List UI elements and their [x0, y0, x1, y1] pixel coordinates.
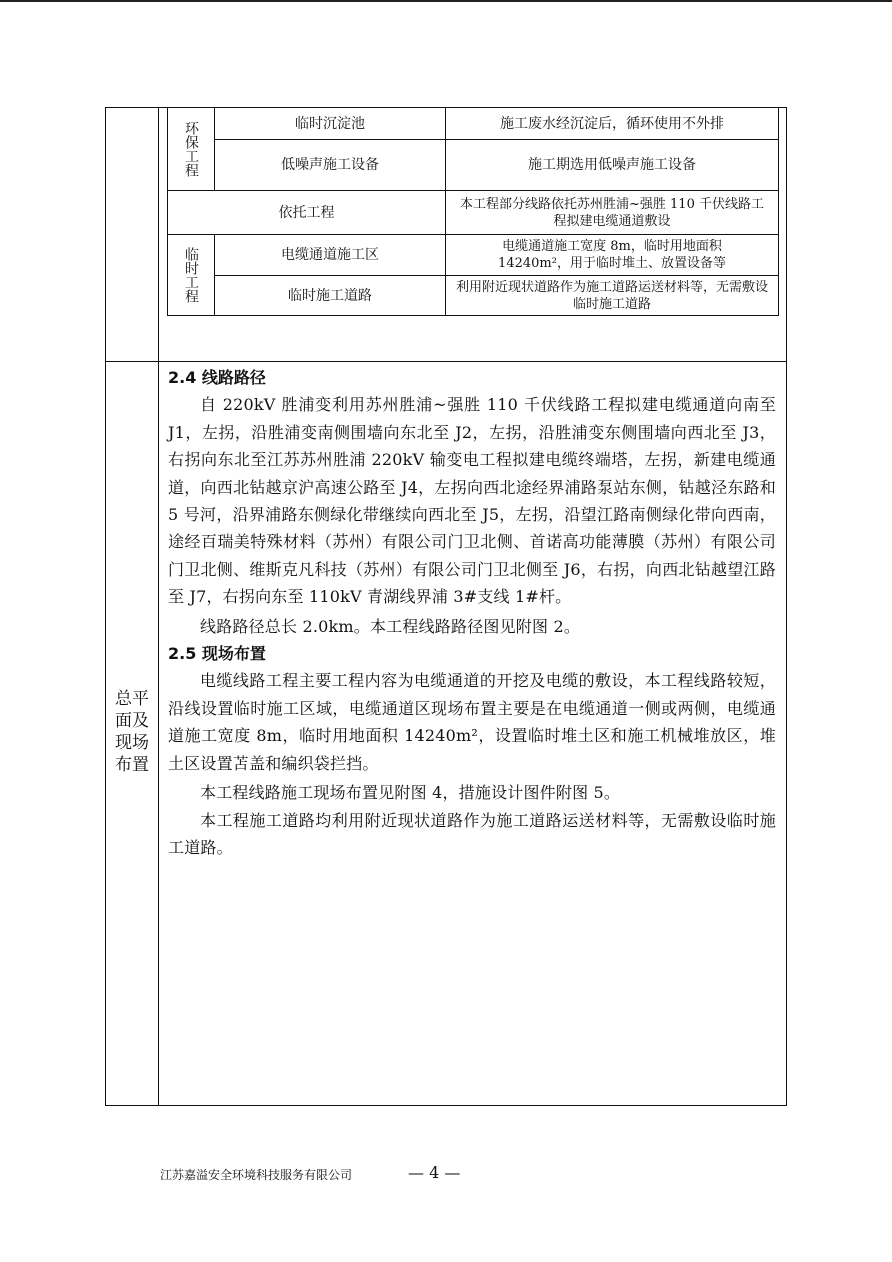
table-row-name: 临时沉淀池 [214, 107, 446, 140]
env-group-cell [167, 107, 215, 191]
env-group-label: 环保工程 [183, 121, 199, 177]
paragraph: 自 220kV 胜浦变利用苏州胜浦~强胜 110 千伏线路工程拟建电缆通道向南至 J1，左拐，沿胜浦变南侧围墙向东北至 J2，左拐，沿胜浦变东侧围墙向西北至 J3，右拐向东北至江苏苏州胜浦 220kV 输变电工程拟建电缆终端塔，左拐，新建电缆通道，向西北钻越京沪高速公路至 J4，左拐向西北途经界浦路泵站东侧，钻越泾东路和 5 号河，沿界浦路东侧绿化带继续向西北至 J5，左拐，沿望江路南侧绿化带向西南，途经百瑞美特殊材料（苏州）有限公司门卫北侧、首诺高功能薄膜（苏州）有限公司门卫北侧、维斯克凡科技（苏州）有限公司门卫北侧至 J6，右拐，向西北钻越望江路至 J7，右拐向东至 110kV 青湖线界浦 3#支线 1#杆。 [168, 395, 776, 607]
table-row-name: 低噪声施工设备 [214, 139, 446, 191]
temp-group-cell [167, 234, 215, 316]
left-column-divider [158, 108, 159, 1105]
section-divider [106, 361, 786, 362]
paragraph: 本工程线路施工现场布置见附图 4，措施设计图件附图 5。 [200, 783, 621, 803]
paragraph: 线路路径总长 2.0km。本工程线路路径图见附图 2。 [200, 616, 581, 636]
top-border-line [0, 0, 892, 2]
paragraph: 电缆线路工程主要工程内容为电缆通道的开挖及电缆的敷设，本工程线路较短，沿线设置临时施工区域，电缆通道区现场布置主要是在电缆通道一侧或两侧，电缆通道施工宽度 8m，临时用地面积 14240m²，设置临时堆土区和施工机械堆放区，堆土区设置苫盖和编织袋拦挡。 [168, 671, 776, 773]
section-side-label: 总平 面及 现场 布置 [115, 689, 149, 775]
table-row-desc: 本工程部分线路依托苏州胜浦~强胜 110 千伏线路工程拟建电缆通道敷设 [445, 190, 779, 235]
table-row-name: 依托工程 [167, 190, 446, 235]
temp-group-label: 临时工程 [183, 247, 199, 303]
table-row-desc: 施工期选用低噪声施工设备 [445, 139, 779, 191]
section-content [168, 364, 776, 861]
table-row-desc: 利用附近现状道路作为施工道路运送材料等，无需敷设临时施工道路 [445, 275, 779, 316]
footer-company-name: 江苏嘉溢安全环境科技服务有限公司 [160, 1168, 353, 1182]
section-2-5-heading: 2.5 现场布置 [168, 644, 266, 664]
table-row-desc: 电缆通道施工宽度 8m，临时用地面积 14240m²，用于临时堆土、放置设备等 [445, 234, 779, 276]
section-2-4-heading: 2.4 线路路径 [168, 368, 266, 387]
table-row-desc: 施工废水经沉淀后，循环使用不外排 [445, 107, 779, 140]
page-number: — 4 — [408, 1163, 461, 1182]
table-row-name: 临时施工道路 [214, 275, 446, 316]
project-table [167, 107, 779, 316]
paragraph: 本工程施工道路均利用附近现状道路作为施工道路运送材料等，无需敷设临时施工道路。 [168, 810, 776, 857]
table-row-name: 电缆通道施工区 [214, 234, 446, 276]
